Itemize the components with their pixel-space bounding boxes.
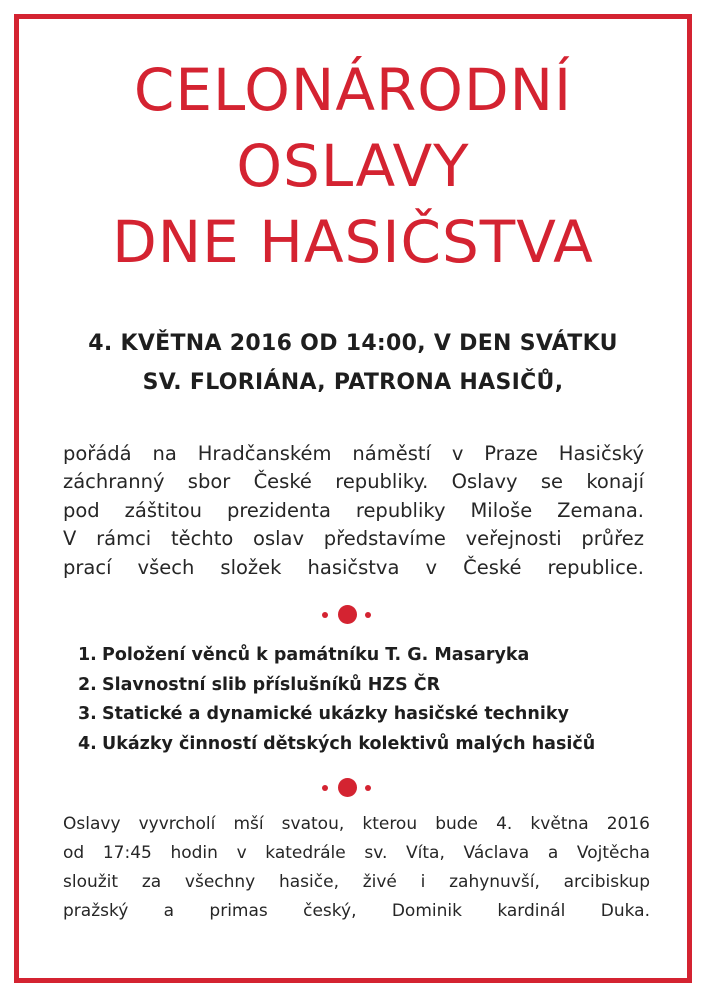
event-date-heading <box>0 324 706 402</box>
subtitle-line: SV. FLORIÁNA, PATRONA HASIČŮ, <box>142 370 564 395</box>
closing-line: Oslavy vyvrcholí mší svatou, kterou bude 4. května 2016 <box>63 814 650 834</box>
program-item <box>78 671 595 701</box>
program-item-text: Položení věnců k památníku T. G. Masaryka <box>102 645 530 665</box>
title-line: DNE HASIČSTVA <box>112 208 594 276</box>
intro-line: pořádá na Hradčanském náměstí v Praze Hasičský <box>63 442 644 465</box>
dot-divider-icon <box>313 604 383 626</box>
intro-line: pod záštitou prezidenta republiky Miloše Zemana. <box>63 498 644 522</box>
program-item-text: Slavnostní slib příslušníků HZS ČR <box>102 674 441 695</box>
program-item-number: 2. <box>78 674 97 695</box>
program-item-number: 3. <box>78 704 97 725</box>
intro-line: V rámci těchto oslav představíme veřejnosti průřez <box>63 527 644 551</box>
program-item-text: Statické a dynamické ukázky hasičské techniky <box>102 704 569 725</box>
poster-title <box>0 52 706 280</box>
program-item-number: 1. <box>78 645 97 665</box>
program-item <box>78 641 595 671</box>
small-dot-icon <box>322 612 328 618</box>
closing-line: od 17:45 hodin v katedrále sv. Víta, Václava a Vojtěcha <box>63 843 650 863</box>
closing-line: sloužit za všechny hasiče, živé i zahynuvší, arcibiskup <box>63 872 650 892</box>
program-item-number: 4. <box>78 733 97 754</box>
large-dot-icon <box>338 605 357 624</box>
closing-line: pražský a primas český, Dominik kardinál Duka. <box>63 901 650 921</box>
program-item <box>78 730 595 760</box>
small-dot-icon <box>365 612 371 618</box>
title-line: OSLAVY <box>236 132 470 200</box>
intro-line: záchranný sbor České republiky. Oslavy se konají <box>63 470 644 494</box>
small-dot-icon <box>322 785 328 791</box>
program-item-text: Ukázky činností dětských kolektivů malých hasičů <box>102 733 596 754</box>
intro-line: prací všech složek hasičstva v České republice. <box>63 555 644 579</box>
dot-divider-icon <box>313 777 383 799</box>
small-dot-icon <box>365 785 371 791</box>
intro-paragraph <box>63 440 644 582</box>
program-list <box>78 641 595 759</box>
large-dot-icon <box>338 778 357 797</box>
title-line: CELONÁRODNÍ <box>133 56 573 124</box>
program-item <box>78 700 595 730</box>
closing-paragraph <box>63 810 650 926</box>
subtitle-line: 4. KVĚTNA 2016 OD 14:00, V DEN SVÁTKU <box>88 331 618 356</box>
